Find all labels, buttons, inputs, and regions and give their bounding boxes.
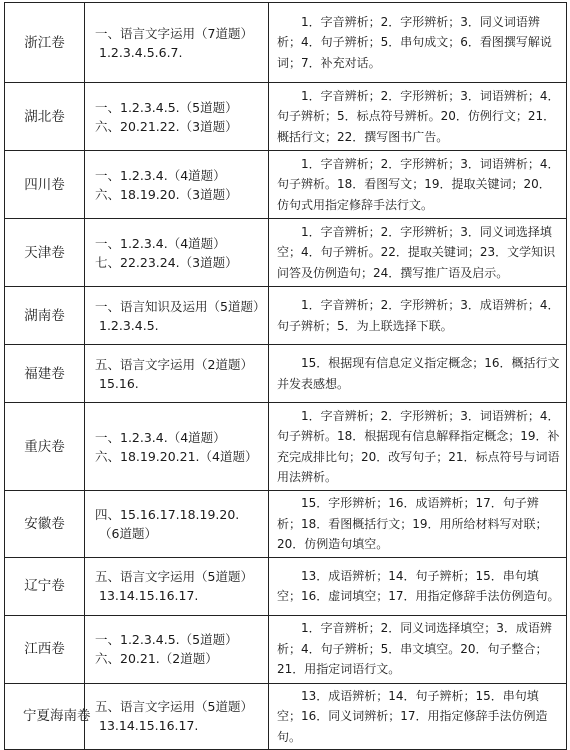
question-item-line: 1.2.3.4.5.6.7. — [99, 44, 183, 60]
table-row — [5, 83, 567, 151]
question-items-cell — [85, 3, 269, 83]
question-items-cell — [85, 287, 269, 345]
province-name: 福建卷 — [24, 365, 65, 382]
question-item-line: 五、语言文字运用（5道题） — [95, 699, 253, 715]
table-row — [5, 491, 567, 558]
province-name: 四川卷 — [24, 176, 65, 193]
province-name: 天津卷 — [24, 244, 65, 261]
question-detail-cell: 1．字音辨析；2．字形辨析；3．同义词选择填空；4．句子辨析。22．提取关键词；23．文学知识问答及仿例造句；24．撰写推广语及启示。 — [269, 219, 567, 287]
question-item-line: 一、1.2.3.4.5.（5道题） — [95, 632, 238, 647]
question-items-cell — [85, 557, 269, 615]
province-name: 安徽卷 — [24, 515, 65, 532]
province-cell — [5, 683, 91, 750]
province-cell — [5, 345, 85, 403]
province-name: 辽宁卷 — [24, 578, 65, 594]
question-item-line: 1.2.3.4.5. — [99, 317, 159, 333]
question-detail-cell: 1．字音辨析；2．字形辨析；3．词语辨析；4．句子辨析；5．标点符号辨析。20．仿例行文；21．概括行文；22．撰写图书广告。 — [269, 83, 567, 151]
question-item-line: 六、20.21.（2道题） — [95, 651, 218, 666]
question-item-line: 七、22.23.24.（3道题） — [95, 254, 238, 270]
question-item-line: 五、语言文字运用（2道题） — [95, 356, 253, 372]
province-cell — [5, 151, 85, 219]
question-items-cell — [85, 83, 269, 151]
question-items-cell — [85, 683, 269, 750]
question-detail-cell: 1．字音辨析；2．同义词选择填空；3．成语辨析；4．句子辨析；5．串文填空。20．句子整合；21．用指定词语行文。 — [269, 615, 567, 683]
table-row — [5, 403, 567, 491]
province-cell — [5, 83, 85, 151]
table-row — [5, 683, 567, 750]
province-name: 浙江卷 — [24, 34, 65, 51]
question-item-line: 13.14.15.16.17. — [99, 588, 199, 603]
province-name: 重庆卷 — [24, 438, 65, 455]
province-cell — [5, 287, 85, 345]
question-item-line: 一、1.2.3.4.5.（5道题） — [95, 99, 238, 115]
province-cell — [5, 219, 85, 287]
question-item-line: 一、语言文字运用（7道题） — [95, 25, 253, 41]
question-item-line: 一、语言知识及运用（5道题） — [95, 298, 266, 314]
question-items-cell — [85, 615, 269, 683]
question-item-line: 五、语言文字运用（5道题） — [95, 569, 253, 584]
province-cell — [5, 557, 85, 615]
province-name: 湖北卷 — [24, 108, 65, 125]
province-cell — [5, 615, 85, 683]
province-name: 江西卷 — [24, 641, 65, 657]
question-detail-cell: 15．根据现有信息定义指定概念；16．概括行文并发表感想。 — [269, 345, 567, 403]
question-item-line: 一、1.2.3.4.（4道题） — [95, 429, 226, 445]
province-name: 湖南卷 — [24, 307, 65, 324]
table-row — [5, 615, 567, 683]
question-item-line: （6道题） — [99, 525, 157, 541]
question-detail-cell: 1．字音辨析；2．字形辨析；3．成语辨析；4．句子辨析；5．为上联选择下联。 — [269, 287, 567, 345]
question-items-cell — [85, 403, 269, 491]
question-item-line: 13.14.15.16.17. — [99, 718, 199, 734]
question-detail-cell: 1．字音辨析；2．字形辨析；3．词语辨析；4．句子辨析。18．根据现有信息解释指定概念；19．补充完成排比句；20．改写句子；21．标点符号与词语用法辨析。 — [269, 403, 567, 491]
table-row — [5, 345, 567, 403]
question-detail-cell: 1．字音辨析；2．字形辨析；3．同义词语辨析；4．句子辨析；5．串句成文；6．看图撰写解说词；7．补充对话。 — [269, 3, 567, 83]
question-item-line: 15.16. — [99, 375, 139, 391]
exam-comparison-table — [4, 2, 567, 750]
question-item-line: 四、15.16.17.18.19.20. — [95, 506, 240, 522]
question-item-line: 一、1.2.3.4.（4道题） — [95, 167, 226, 183]
province-cell — [5, 403, 85, 491]
question-detail-cell: 13．成语辨析；14．句子辨析；15．串句填空；16．虚词填空；17．用指定修辞手法仿例造句。 — [269, 557, 567, 615]
question-item-line: 六、18.19.20.21.（4道题） — [95, 448, 258, 464]
question-item-line: 六、20.21.22.（3道题） — [95, 118, 238, 134]
question-items-cell — [85, 151, 269, 219]
question-detail-cell: 1．字音辨析；2．字形辨析；3．词语辨析；4．句子辨析。18．看图写文；19．提取关键词；20．仿句式用指定修辞手法行文。 — [269, 151, 567, 219]
question-item-line: 一、1.2.3.4.（4道题） — [95, 235, 226, 251]
table-row — [5, 219, 567, 287]
question-items-cell — [85, 491, 269, 558]
table-row — [5, 557, 567, 615]
question-items-cell — [85, 345, 269, 403]
table-row — [5, 287, 567, 345]
question-detail-cell: 15．字形辨析；16．成语辨析；17．句子辨析；18．看图概括行文；19．用所给材料写对联；20．仿例造句填空。 — [269, 491, 567, 558]
table-row — [5, 151, 567, 219]
table-row — [5, 3, 567, 83]
province-name: 宁夏海南卷 — [23, 708, 91, 725]
question-detail-cell: 13．成语辨析；14．句子辨析；15．串句填空；16．同义词辨析；17．用指定修辞手法仿例造句。 — [269, 683, 567, 750]
question-items-cell — [85, 219, 269, 287]
province-cell — [5, 491, 85, 558]
province-cell — [5, 3, 85, 83]
question-item-line: 六、18.19.20.（3道题） — [95, 186, 238, 202]
